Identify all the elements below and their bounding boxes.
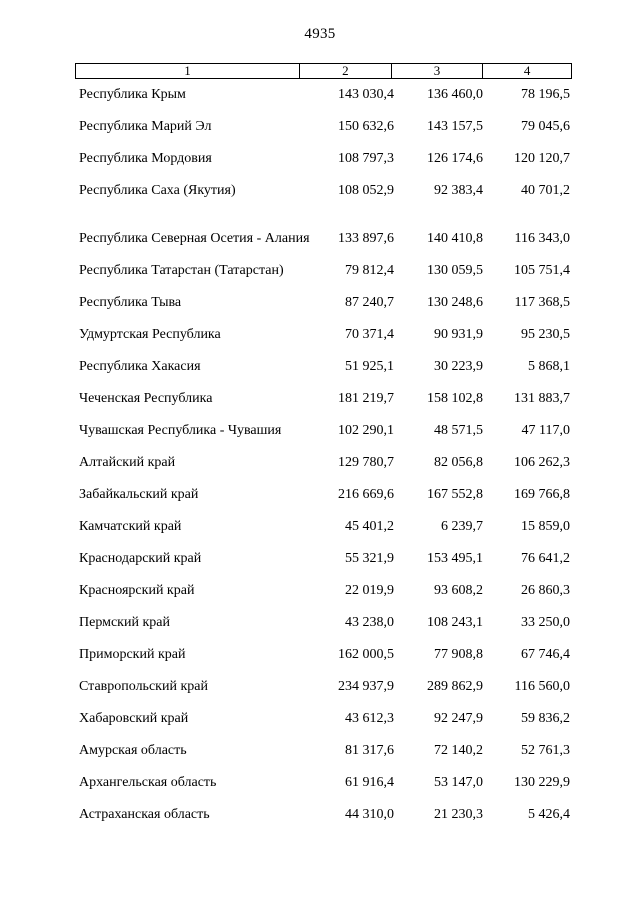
value-column-2: 44 310,0 [345,807,394,822]
value-column-3: 30 223,9 [434,359,483,374]
table-header [75,63,572,79]
value-column-4: 40 701,2 [521,183,570,198]
value-column-3: 289 862,9 [427,679,483,694]
value-column-4: 59 836,2 [521,711,570,726]
table-row [75,118,572,150]
value-column-4: 5 868,1 [528,359,570,374]
value-column-3: 126 174,6 [427,151,483,166]
value-column-4: 95 230,5 [521,327,570,342]
value-column-4: 67 746,4 [521,647,570,662]
value-column-2: 87 240,7 [345,295,394,310]
value-column-2: 79 812,4 [345,263,394,278]
value-column-4: 52 761,3 [521,743,570,758]
table-row [75,806,572,838]
table-row [75,486,572,518]
value-column-3: 136 460,0 [427,87,483,102]
table-row [75,358,572,390]
value-column-3: 93 608,2 [434,583,483,598]
value-column-4: 26 860,3 [521,583,570,598]
value-column-2: 81 317,6 [345,743,394,758]
table-row [75,518,572,550]
value-column-4: 169 766,8 [514,487,570,502]
table-row [75,742,572,774]
value-column-2: 133 897,6 [338,231,394,246]
value-column-4: 33 250,0 [521,615,570,630]
region-name: Приморский край [79,647,186,662]
column-header-3: 3 [392,64,484,78]
value-column-2: 181 219,7 [338,391,394,406]
region-name: Республика Хакасия [79,359,201,374]
region-name: Республика Саха (Якутия) [79,183,236,198]
value-column-3: 140 410,8 [427,231,483,246]
value-column-3: 158 102,8 [427,391,483,406]
region-name: Республика Марий Эл [79,119,212,134]
region-name: Камчатский край [79,519,182,534]
table-row [75,422,572,454]
table-row [75,454,572,486]
table-row [75,182,572,214]
region-name: Чувашская Республика - Чувашия [79,423,282,438]
value-column-4: 117 368,5 [514,295,570,310]
value-column-3: 143 157,5 [427,119,483,134]
region-name: Республика Северная Осетия - Алания [79,231,310,246]
table-row [75,390,572,422]
region-name: Республика Татарстан (Татарстан) [79,263,284,278]
region-name: Краснодарский край [79,551,202,566]
region-name: Чеченская Республика [79,391,213,406]
region-name: Удмуртская Республика [79,327,221,342]
value-column-4: 15 859,0 [521,519,570,534]
value-column-4: 76 641,2 [521,551,570,566]
column-header-2: 2 [300,64,392,78]
region-name: Пермский край [79,615,170,630]
table-row [75,614,572,646]
value-column-2: 102 290,1 [338,423,394,438]
value-column-2: 61 916,4 [345,775,394,790]
value-column-3: 77 908,8 [434,647,483,662]
value-column-3: 92 383,4 [434,183,483,198]
table-row [75,582,572,614]
value-column-2: 22 019,9 [345,583,394,598]
value-column-4: 120 120,7 [514,151,570,166]
region-name: Красноярский край [79,583,195,598]
value-column-3: 53 147,0 [434,775,483,790]
value-column-2: 43 238,0 [345,615,394,630]
value-column-2: 143 030,4 [338,87,394,102]
table-body [75,86,572,838]
region-name: Ставропольский край [79,679,208,694]
table-row [75,774,572,806]
region-name: Астраханская область [79,807,210,822]
region-name: Амурская область [79,743,187,758]
region-name: Республика Крым [79,87,186,102]
value-column-2: 70 371,4 [345,327,394,342]
value-column-4: 116 560,0 [514,679,570,694]
value-column-4: 78 196,5 [521,87,570,102]
table-row [75,678,572,710]
value-column-3: 21 230,3 [434,807,483,822]
value-column-3: 130 248,6 [427,295,483,310]
region-name: Хабаровский край [79,711,189,726]
region-name: Республика Тыва [79,295,182,310]
value-column-3: 90 931,9 [434,327,483,342]
column-header-4: 4 [523,63,531,78]
region-name: Забайкальский край [79,487,199,502]
value-column-4: 5 426,4 [528,807,570,822]
value-column-4: 131 883,7 [514,391,570,406]
table-row [75,550,572,582]
table-row [75,326,572,358]
value-column-2: 216 669,6 [338,487,394,502]
table-row [75,150,572,182]
value-column-3: 72 140,2 [434,743,483,758]
value-column-2: 51 925,1 [345,359,394,374]
value-column-2: 108 052,9 [338,183,394,198]
table-row [75,294,572,326]
value-column-2: 45 401,2 [345,519,394,534]
value-column-2: 55 321,9 [345,551,394,566]
value-column-2: 150 632,6 [338,119,394,134]
value-column-4: 106 262,3 [514,455,570,470]
value-column-3: 82 056,8 [434,455,483,470]
value-column-2: 43 612,3 [345,711,394,726]
value-column-2: 234 937,9 [338,679,394,694]
value-column-4: 47 117,0 [521,423,570,438]
value-column-3: 6 239,7 [441,519,483,534]
page-number: 4935 [304,26,336,42]
value-column-2: 108 797,3 [338,151,394,166]
value-column-3: 167 552,8 [427,487,483,502]
value-column-2: 162 000,5 [338,647,394,662]
value-column-3: 153 495,1 [427,551,483,566]
value-column-3: 130 059,5 [427,263,483,278]
value-column-4: 116 343,0 [514,231,570,246]
table-row [75,86,572,118]
value-column-2: 129 780,7 [338,455,394,470]
value-column-3: 48 571,5 [434,423,483,438]
table-row [75,710,572,742]
region-name: Республика Мордовия [79,151,212,166]
table-row [75,646,572,678]
value-column-4: 130 229,9 [514,775,570,790]
value-column-3: 108 243,1 [427,615,483,630]
region-name: Алтайский край [79,455,176,470]
table-row [75,214,572,262]
value-column-4: 79 045,6 [521,119,570,134]
value-column-3: 92 247,9 [434,711,483,726]
value-column-4: 105 751,4 [514,263,570,278]
table-row [75,262,572,294]
region-name: Архангельская область [79,775,217,790]
column-header-1: 1 [76,64,300,78]
